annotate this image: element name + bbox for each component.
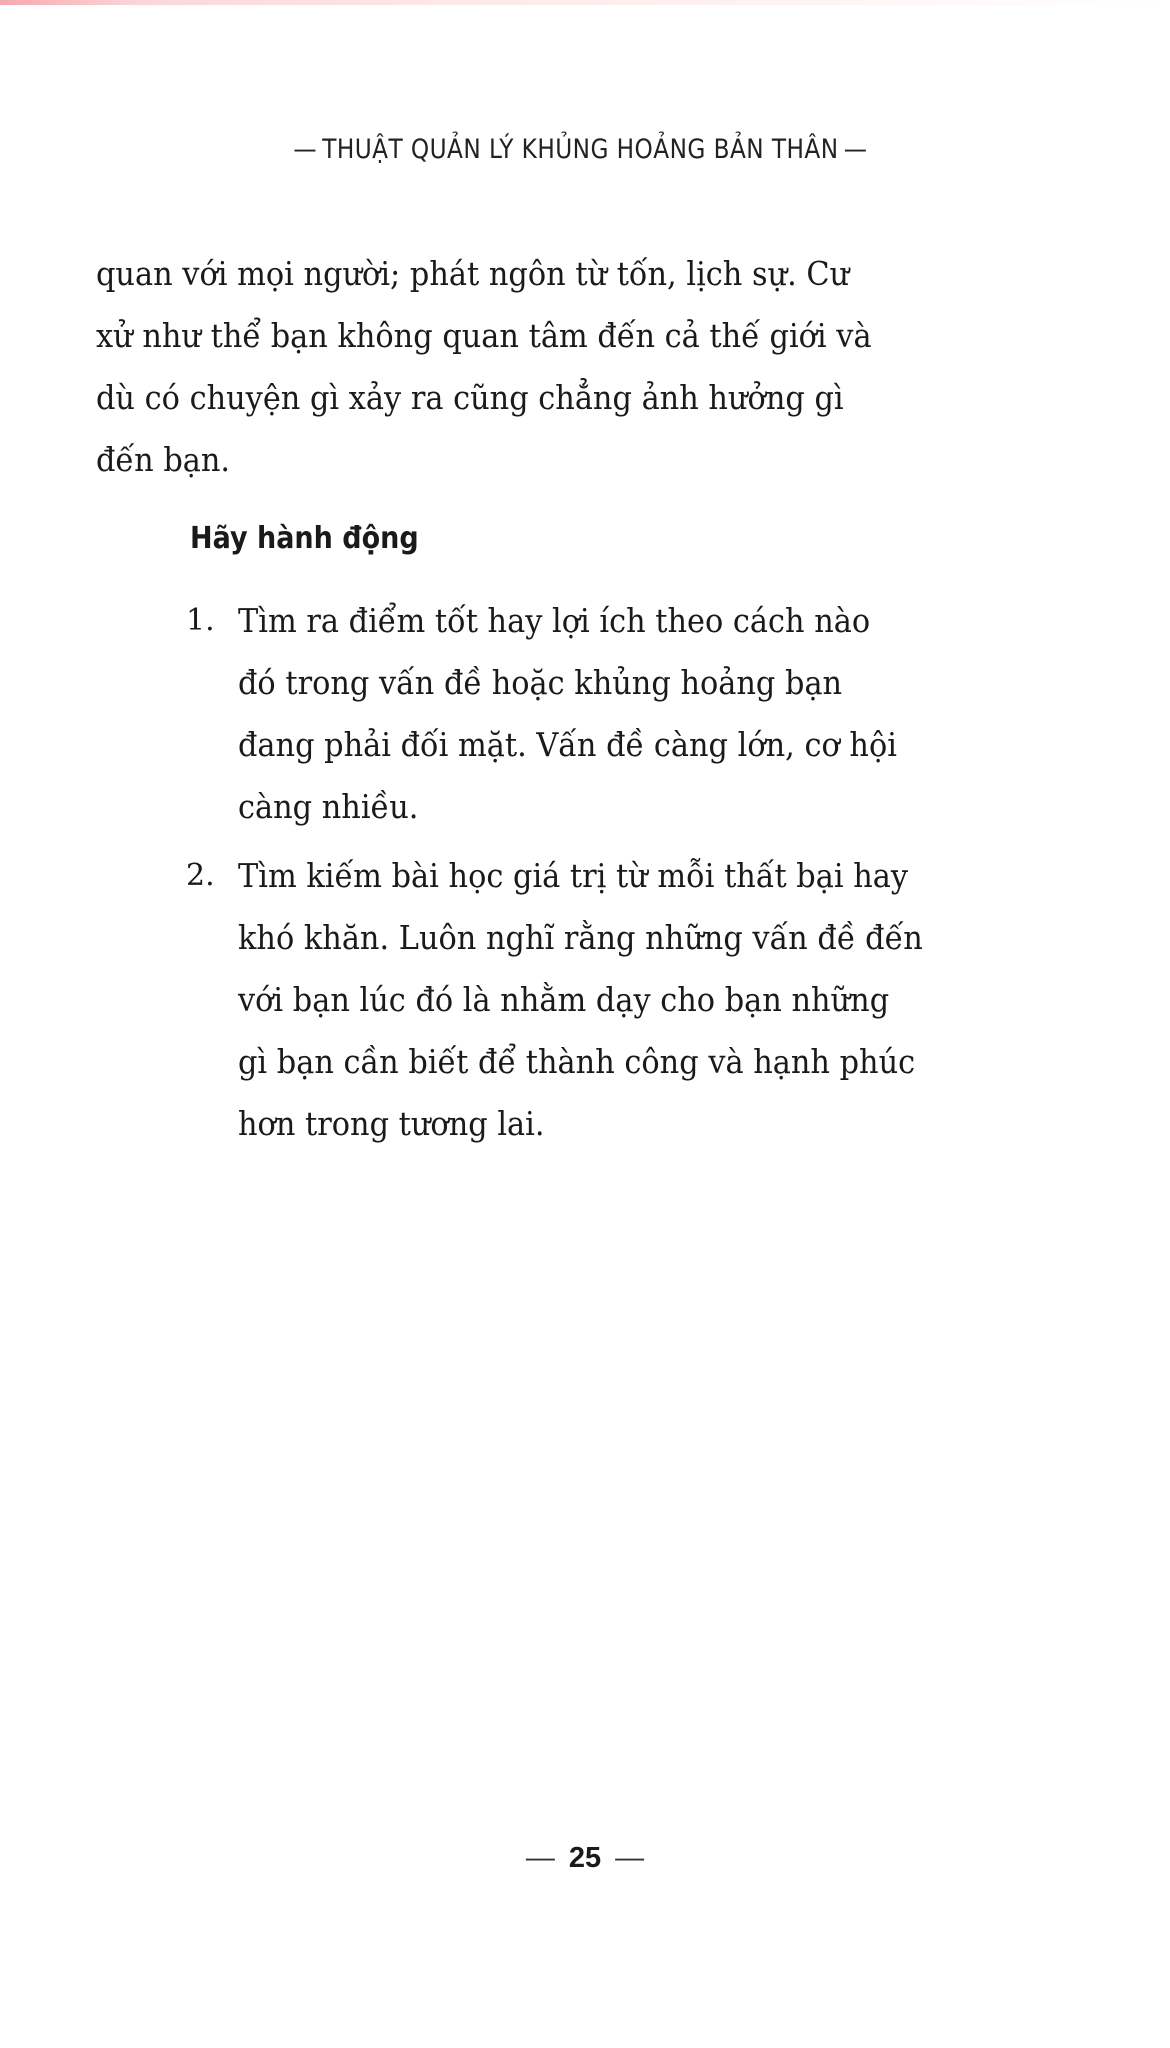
list-item-line: đó trong vấn đề hoặc khủng hoảng bạn: [238, 663, 843, 702]
page-number: [0, 1842, 1170, 1875]
list-item-text: [238, 845, 1020, 1155]
action-list: [186, 590, 1016, 1162]
paragraph-line: dù có chuyện gì xảy ra cũng chẳng ảnh hưởng gì: [96, 378, 844, 417]
header-dash-left: —: [293, 134, 318, 165]
list-item-line: gì bạn cần biết để thành công và hạnh phúc: [238, 1042, 916, 1081]
header-dash-right: —: [843, 134, 868, 165]
paragraph-line: xử như thể bạn không quan tâm đến cả thế giới và: [96, 316, 872, 355]
page-number-value: 25: [568, 1842, 602, 1874]
continuation-paragraph: [96, 243, 941, 491]
list-item-line: khó khăn. Luôn nghĩ rằng những vấn đề đến: [238, 918, 923, 957]
list-item-line: càng nhiều.: [238, 787, 419, 826]
list-item-line: với bạn lúc đó là nhằm dạy cho bạn những: [238, 980, 890, 1019]
running-header: [77, 134, 1083, 165]
list-item-line: đang phải đối mặt. Vấn đề càng lớn, cơ hội: [238, 725, 897, 764]
list-item: [186, 845, 1016, 1155]
list-item-line: Tìm kiếm bài học giá trị từ mỗi thất bại hay: [238, 856, 909, 895]
list-item-text: [238, 590, 1020, 838]
book-title: THUẬT QUẢN LÝ KHỦNG HOẢNG BẢN THÂN: [322, 134, 839, 165]
page-number-dash-left: —: [525, 1842, 555, 1874]
paragraph-line: quan với mọi người; phát ngôn từ tốn, lịch sự. Cư: [96, 254, 850, 293]
list-item: [186, 590, 1016, 838]
list-item-number: 1.: [186, 603, 215, 638]
section-heading: Hãy hành động: [190, 521, 419, 556]
list-item-line: Tìm ra điểm tốt hay lợi ích theo cách nào: [238, 601, 871, 640]
page-top-edge: [0, 0, 1170, 5]
list-item-line: hơn trong tương lai.: [238, 1104, 545, 1143]
list-item-number: 2.: [186, 858, 215, 893]
paragraph-line: đến bạn.: [96, 440, 231, 479]
page-number-dash-right: —: [615, 1842, 645, 1874]
